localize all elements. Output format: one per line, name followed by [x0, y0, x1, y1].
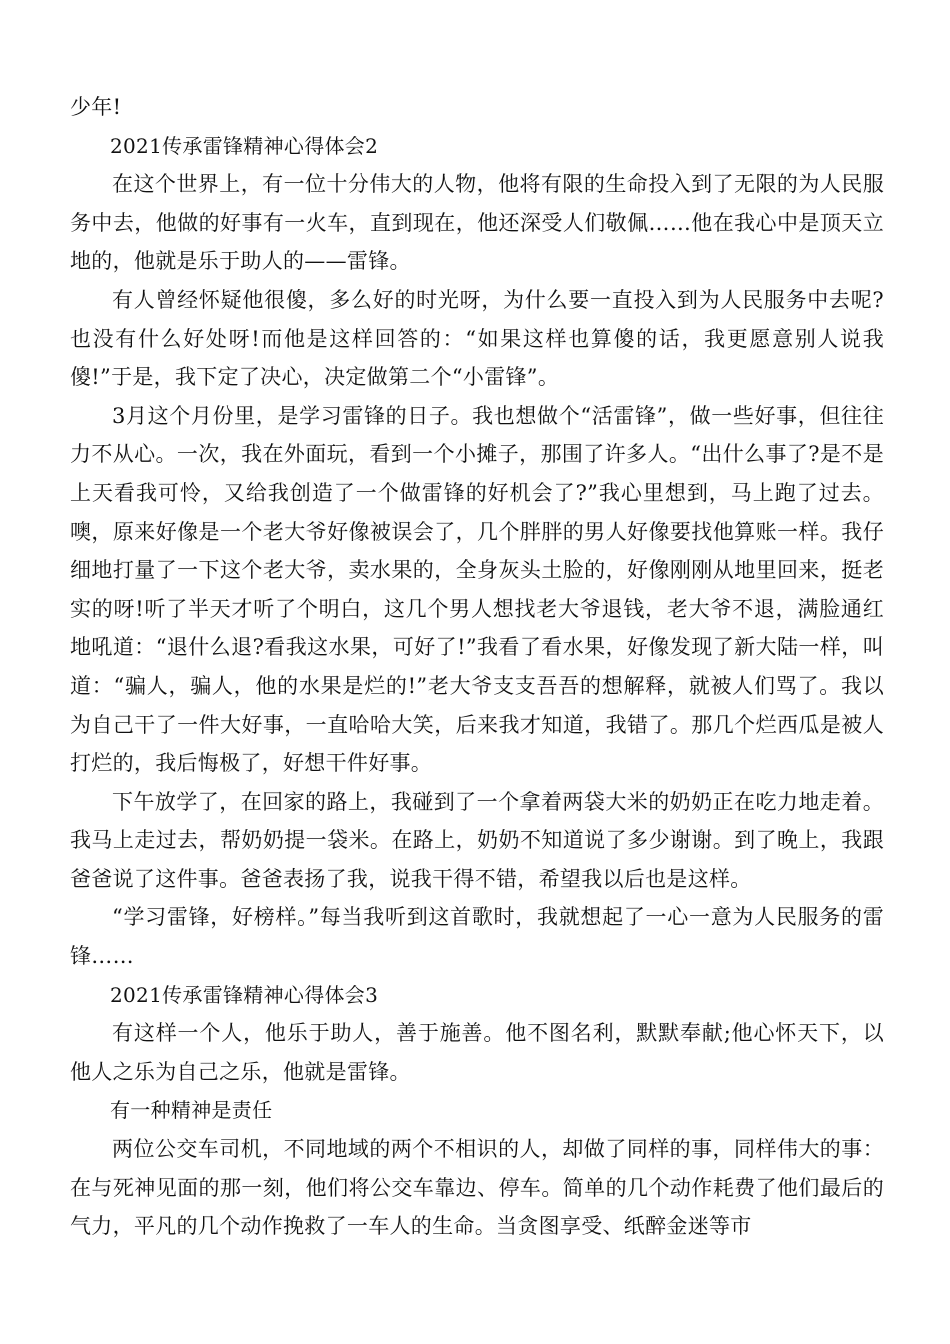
paragraph-continuation: 少年! [70, 95, 122, 119]
paragraph: “学习雷锋，好榜样。”每当我听到这首歌时，我就想起了一心一意为人民服务的雷锋…… [70, 905, 884, 969]
paragraph: 下午放学了，在回家的路上，我碰到了一个拿着两袋大米的奶奶正在吃力地走着。我马上走过去，帮奶奶提一袋米。在路上，奶奶不知道说了多少谢谢。到了晚上，我跟爸爸说了这件事。爸爸表扬了我，说我干得不错，希望我以后也是这样。 [70, 789, 884, 891]
paragraph: 有人曾经怀疑他很傻，多么好的时光呀，为什么要一直投入到为人民服务中去呢?也没有什么好处呀!而他是这样回答的：“如果这样也算傻的话，我更愿意别人说我傻!”于是，我下定了决心，决定做第二个“小雷锋”。 [70, 287, 884, 390]
document-body [70, 88, 884, 1246]
section-heading-2: 2021传承雷锋精神心得体会2 [110, 133, 379, 158]
paragraph: 在这个世界上，有一位十分伟大的人物，他将有限的生命投入到了无限的为人民服务中去，他做的好事有一火车，直到现在，他还深受人们敬佩……他在我心中是顶天立地的，他就是乐于助人的——雷锋。 [70, 172, 884, 274]
paragraph: 3月这个月份里，是学习雷锋的日子。我也想做个“活雷锋”，做一些好事，但往往力不从心。一次，我在外面玩，看到一个小摊子，那围了许多人。“出什么事了?是不是上天看我可怜，又给我创造了一个做雷锋的好机会了?”我心里想到，马上跑了过去。噢，原来好像是一个老大爷好像被误会了，几个胖胖的男人好像要找他算账一样。我仔细地打量了一下这个老大爷，卖水果的，全身灰头土脸的，好像刚刚从地里回来，挺老实的呀!听了半天才听了个明白，这几个男人想找老大爷退钱，老大爷不退，满脸通红地吼道：“退什么退?看我这水果，可好了!”我看了看水果，好像发现了新大陆一样，叫道：“骗人，骗人，他的水果是烂的!”老大爷支支吾吾的想解释，就被人们骂了。我以为自己干了一件大好事，一直哈哈大笑，后来我才知道，我错了。那几个烂西瓜是被人打烂的，我后悔极了，好想干件好事。 [70, 403, 884, 776]
section-heading-3: 2021传承雷锋精神心得体会3 [110, 982, 379, 1007]
paragraph: 有这样一个人，他乐于助人，善于施善。他不图名利，默默奉献;他心怀天下，以他人之乐为自己之乐，他就是雷锋。 [70, 1021, 884, 1084]
paragraph: 两位公交车司机，不同地域的两个不相识的人，却做了同样的事，同样伟大的事：在与死神见面的那一刻，他们将公交车靠边、停车。简单的几个动作耗费了他们最后的气力，平凡的几个动作挽救了一车人的生命。当贪图享受、纸醉金迷等市 [70, 1137, 884, 1239]
subheading: 有一种精神是责任 [110, 1098, 273, 1123]
